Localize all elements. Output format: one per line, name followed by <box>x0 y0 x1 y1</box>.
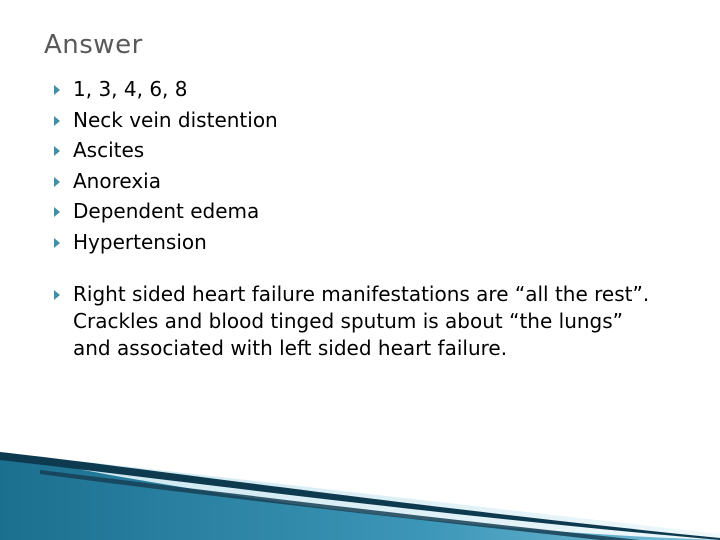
list-item <box>54 227 664 258</box>
list-item-text: Dependent edema <box>73 199 260 223</box>
bullet-arrow-icon <box>54 238 60 248</box>
slide-title: Answer <box>44 30 143 60</box>
explanation-item <box>54 281 664 362</box>
list-item <box>54 166 664 197</box>
decorative-swoosh <box>0 430 720 540</box>
list-item <box>54 135 664 166</box>
explanation-text: Right sided heart failure manifestations are “all the rest”. Crackles and blood tinged sputum is about “the lungs” and associated with left sided heart failure. <box>73 282 650 360</box>
bullet-arrow-icon <box>54 146 60 156</box>
list-item-text: Hypertension <box>73 229 207 254</box>
bullet-arrow-icon <box>54 177 60 187</box>
list-item <box>54 196 664 227</box>
list-item-text: Anorexia <box>73 168 161 193</box>
bullet-arrow-icon <box>54 207 60 217</box>
answer-list <box>54 74 664 362</box>
list-item-text: Neck vein distention <box>73 107 278 132</box>
bullet-arrow-icon <box>54 85 60 95</box>
list-item-text: 1, 3, 4, 6, 8 <box>73 77 188 101</box>
list-item <box>54 105 664 136</box>
list-item <box>54 74 664 105</box>
bullet-arrow-icon <box>54 116 60 126</box>
bullet-arrow-icon <box>54 290 60 300</box>
list-item-text: Ascites <box>73 138 145 162</box>
